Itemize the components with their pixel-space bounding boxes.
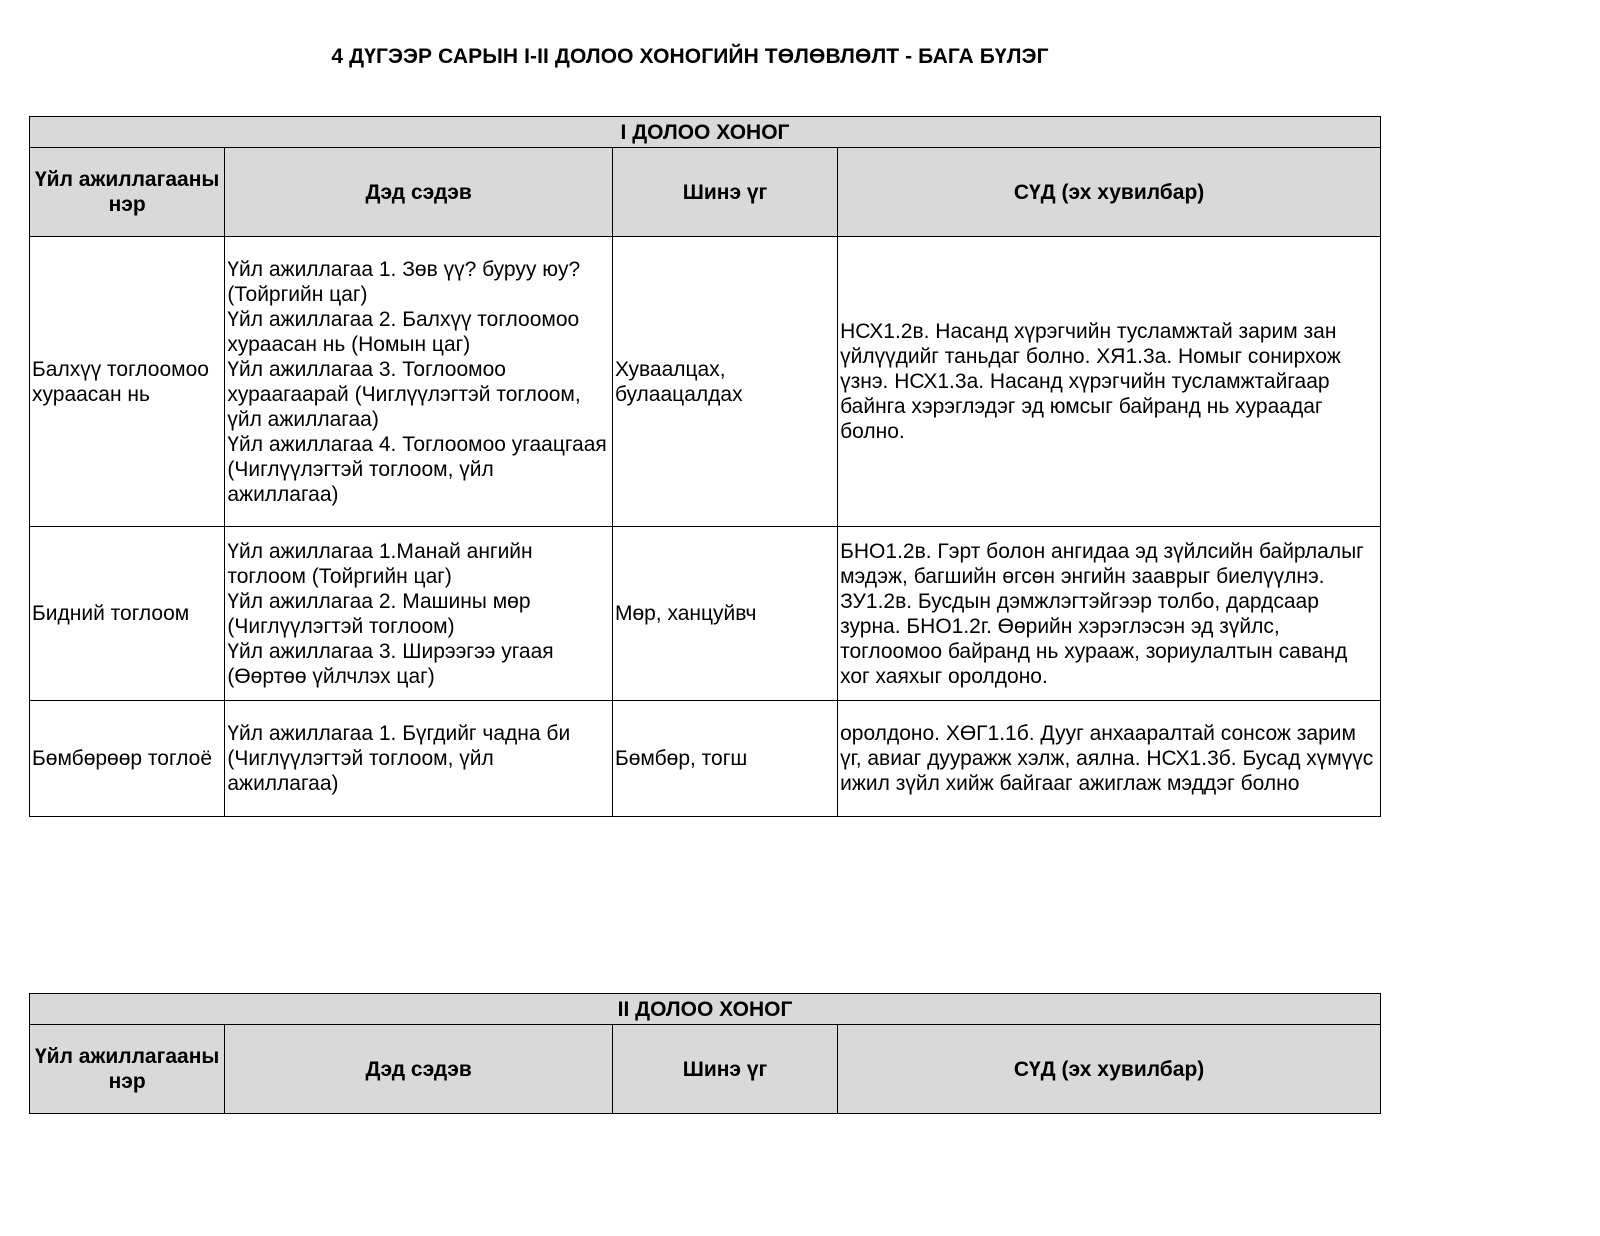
week-2-table [29,993,1381,1114]
table-row [30,527,1381,701]
column-header-row [30,1025,1381,1114]
column-header-standard: СҮД (эх хувилбар) [838,1025,1381,1114]
column-header-subtopic: Дэд сэдэв [225,1025,613,1114]
activity-name-cell: Балхүү тоглоомоо хураасан нь [30,237,225,527]
activity-name-cell: Бидний тоглоом [30,527,225,701]
new-words-cell: Бөмбөр, тогш [612,701,837,817]
subtopic-item: Үйл ажиллагаа 1.Манай ангийн тоглоом (Тойргийн цаг) [227,539,533,588]
column-header-standard: СҮД (эх хувилбар) [838,148,1381,237]
table-row [30,237,1381,527]
standard-cell: оролдоно. ХӨГ1.1б. Дууг анхааралтай сонсож зарим үг, авиаг дууражж хэлж, аялна. НСХ1.3б. Бусад хүмүүс ижил зүйл хийж байгааг ажиглаж мэддэг болно [838,701,1381,817]
week-header-row [30,994,1381,1025]
activity-name-cell: Бөмбөрөөр тоглоё [30,701,225,817]
subtopic-item: Үйл ажиллагаа 2. Балхүү тоглоомоо хураасан нь (Номын цаг) [227,307,580,356]
subtopic-item: Үйл ажиллагаа 1. Бүгдийг чадна би (Чиглүүлэгтэй тоглоом, үйл ажиллагаа) [227,722,571,795]
subtopic-item: Үйл ажиллагаа 3. Тоглоомоо хураагаарай (Чиглүүлэгтэй тоглоом, үйл ажиллагаа) [227,357,581,431]
subtopic-item: Үйл ажиллагаа 2. Машины мөр (Чиглүүлэгтэй тоглоом) [227,589,531,638]
subtopic-cell [225,237,613,527]
week-header-row [30,117,1381,148]
column-header-new-words: Шинэ үг [612,1025,837,1114]
subtopic-cell [225,701,613,817]
week-label: I ДОЛОО ХОНОГ [30,117,1381,148]
column-header-activity-name: Үйл ажиллагааны нэр [30,148,225,237]
subtopic-item: Үйл ажиллагаа 4. Тоглоомоо угаацгаая (Чиглүүлэгтэй тоглоом, үйл ажиллагаа) [227,432,607,506]
column-header-row [30,148,1381,237]
subtopic-item: Үйл ажиллагаа 1. Зөв үү? буруу юу? (Тойргийн цаг) [227,257,581,306]
document-title: 4 ДҮГЭЭР САРЫН I-II ДОЛОО ХОНОГИЙН ТӨЛӨВЛӨЛТ - БАГА БҮЛЭГ [331,45,1049,68]
standard-cell: НСХ1.2в. Насанд хүрэгчийн тусламжтай зарим зан үйлүүдийг таньдаг болно. ХЯ1.3а. Номыг сонирхож үзнэ. НСХ1.3а. Насанд хүрэгчийн тусламжтайгаар байнга хэрэглэдэг эд юмсыг байранд нь хураадаг болно. [838,237,1381,527]
week-label: II ДОЛОО ХОНОГ [30,994,1381,1025]
subtopic-cell [225,527,613,701]
new-words-cell: Хуваалцах, булаацалдах [612,237,837,527]
week-1-table [29,116,1381,817]
column-header-activity-name: Үйл ажиллагааны нэр [30,1025,225,1114]
column-header-subtopic: Дэд сэдэв [225,148,613,237]
new-words-cell: Мөр, ханцуйвч [612,527,837,701]
subtopic-item: Үйл ажиллагаа 3. Ширээгээ угаая (Өөртөө үйлчлэх цаг) [227,639,554,688]
column-header-new-words: Шинэ үг [612,148,837,237]
standard-cell: БНО1.2в. Гэрт болон ангидаа эд зүйлсийн байрлалыг мэдэж, багшийн өгсөн энгийн зааврыг биелүүлнэ. ЗУ1.2в. Бусдын дэмжлэгтэйгээр толбо, дардсаар зурна. БНО1.2г. Өөрийн хэрэглэсэн эд зүйлс, тоглоомоо байранд нь хурааж, зориулалтын саванд хог хаяхыг оролдоно. [838,527,1381,701]
table-row [30,701,1381,817]
